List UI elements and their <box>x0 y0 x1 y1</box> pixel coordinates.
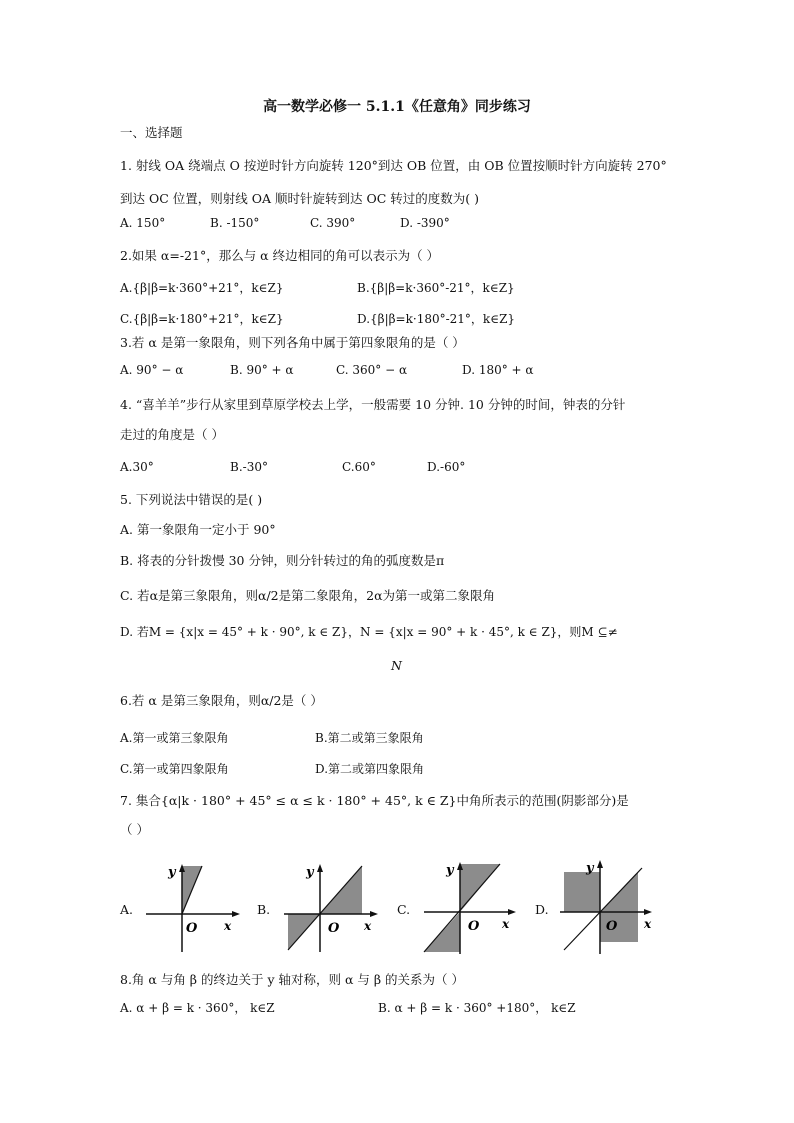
y-axis-label: y <box>168 865 176 880</box>
q7-fig-a-diagram <box>140 856 250 956</box>
q7-fig-d-diagram <box>556 850 666 956</box>
q5-option-d-tail: N <box>391 658 402 673</box>
q6-option-d: D.第二或第四象限角 <box>315 762 425 776</box>
y-axis-label: y <box>586 861 594 876</box>
q5-stem: 5. 下列说法中错误的是( ) <box>120 492 263 507</box>
q5-option-c: C. 若α是第三象限角，则α/2是第二象限角，2α为第一或第二象限角 <box>120 588 496 603</box>
q3-stem: 3.若 α 是第一象限角，则下列各角中属于第四象限角的是（ ） <box>120 335 465 350</box>
section-heading: 一、选择题 <box>120 125 183 140</box>
q4-option-d: D.-60° <box>427 460 466 474</box>
q7-fig-b-label: B. <box>257 902 271 917</box>
q2-option-a: A.{β|β=k·360°+21°，k∈Z} <box>120 281 284 295</box>
x-arrow-icon <box>644 909 652 915</box>
origin-label: O <box>606 919 618 934</box>
q4-option-b: B.-30° <box>230 460 268 474</box>
x-arrow-icon <box>508 909 516 915</box>
q7-fig-c-diagram <box>418 850 528 956</box>
q1-stem-line1: 1. 射线 OA 绕端点 O 按逆时针方向旋转 120°到达 OB 位置，由 OB 位置按顺时针方向旋转 270° <box>120 158 667 173</box>
q7-fig-d-label: D. <box>535 902 549 917</box>
shaded-region-upper-left <box>564 872 600 912</box>
q3-option-d: D. 180° + α <box>462 363 534 377</box>
y-axis-label: y <box>306 865 314 880</box>
q3-option-c: C. 360° − α <box>336 363 408 377</box>
q1-option-d: D. -390° <box>400 216 450 230</box>
q5-option-d: D. 若M = {x|x = 45° + k · 90°, k ∈ Z}，N = {x|x = 90° + k · 45°, k ∈ Z}，则M ⊆≠ <box>120 625 618 639</box>
q1-option-c: C. 390° <box>310 216 356 230</box>
q2-option-d: D.{β|β=k·180°-21°，k∈Z} <box>357 312 516 326</box>
q4-stem-line1: 4. “喜羊羊”步行从家里到草原学校去上学，一般需要 10 分钟. 10 分钟的时间，钟表的分针 <box>120 397 626 412</box>
q3-option-b: B. 90° + α <box>230 363 294 377</box>
q7-fig-c-label: C. <box>397 902 411 917</box>
q7-fig-b-diagram <box>278 856 388 956</box>
y-axis-label: y <box>446 863 454 878</box>
q1-stem-line2: 到达 OC 位置，则射线 OA 顺时针旋转到达 OC 转过的度数为( ) <box>120 191 479 206</box>
q4-option-a: A.30° <box>120 460 154 474</box>
origin-label: O <box>468 919 480 934</box>
q1-option-b: B. -150° <box>210 216 260 230</box>
origin-label: O <box>186 921 198 936</box>
q8-option-a: A. α + β = k · 360°， k∈Z <box>120 1001 275 1015</box>
q6-option-a: A.第一或第三象限角 <box>120 731 229 745</box>
x-arrow-icon <box>370 911 378 917</box>
q2-option-c: C.{β|β=k·180°+21°，k∈Z} <box>120 312 284 326</box>
q2-stem: 2.如果 α=-21°，那么与 α 终边相同的角可以表示为（ ） <box>120 248 440 263</box>
q5-option-b: B. 将表的分针拨慢 30 分钟，则分针转过的角的弧度数是π <box>120 553 445 568</box>
x-arrow-icon <box>232 911 240 917</box>
q7-stem-line2: （ ） <box>120 822 149 837</box>
q7-fig-a-label: A. <box>120 902 134 917</box>
q7-stem-line1: 7. 集合{α|k · 180° + 45° ≤ α ≤ k · 180° + 45°, k ∈ Z}中角所表示的范围(阴影部分)是 <box>120 793 629 808</box>
q8-option-b: B. α + β = k · 360° +180°， k∈Z <box>378 1001 576 1015</box>
q1-option-a: A. 150° <box>120 216 166 230</box>
q8-stem: 8.角 α 与角 β 的终边关于 y 轴对称，则 α 与 β 的关系为（ ） <box>120 972 465 987</box>
q6-option-c: C.第一或第四象限角 <box>120 762 229 776</box>
x-axis-label: x <box>364 919 372 933</box>
q4-option-c: C.60° <box>342 460 376 474</box>
q2-option-b: B.{β|β=k·360°-21°，k∈Z} <box>357 281 515 295</box>
q5-option-a: A. 第一象限角一定小于 90° <box>120 522 276 537</box>
page-title: 高一数学必修一 5.1.1《任意角》同步练习 <box>263 99 531 115</box>
x-axis-label: x <box>224 919 232 933</box>
x-axis-label: x <box>502 917 510 931</box>
y-arrow-icon <box>597 860 603 868</box>
q3-option-a: A. 90° − α <box>120 363 184 377</box>
y-arrow-icon <box>317 864 323 872</box>
q6-option-b: B.第二或第三象限角 <box>315 731 424 745</box>
x-axis-label: x <box>644 917 652 931</box>
q6-stem: 6.若 α 是第三象限角，则α/2是（ ） <box>120 693 323 708</box>
q4-stem-line2: 走过的角度是（ ） <box>120 427 224 442</box>
origin-label: O <box>328 921 340 936</box>
